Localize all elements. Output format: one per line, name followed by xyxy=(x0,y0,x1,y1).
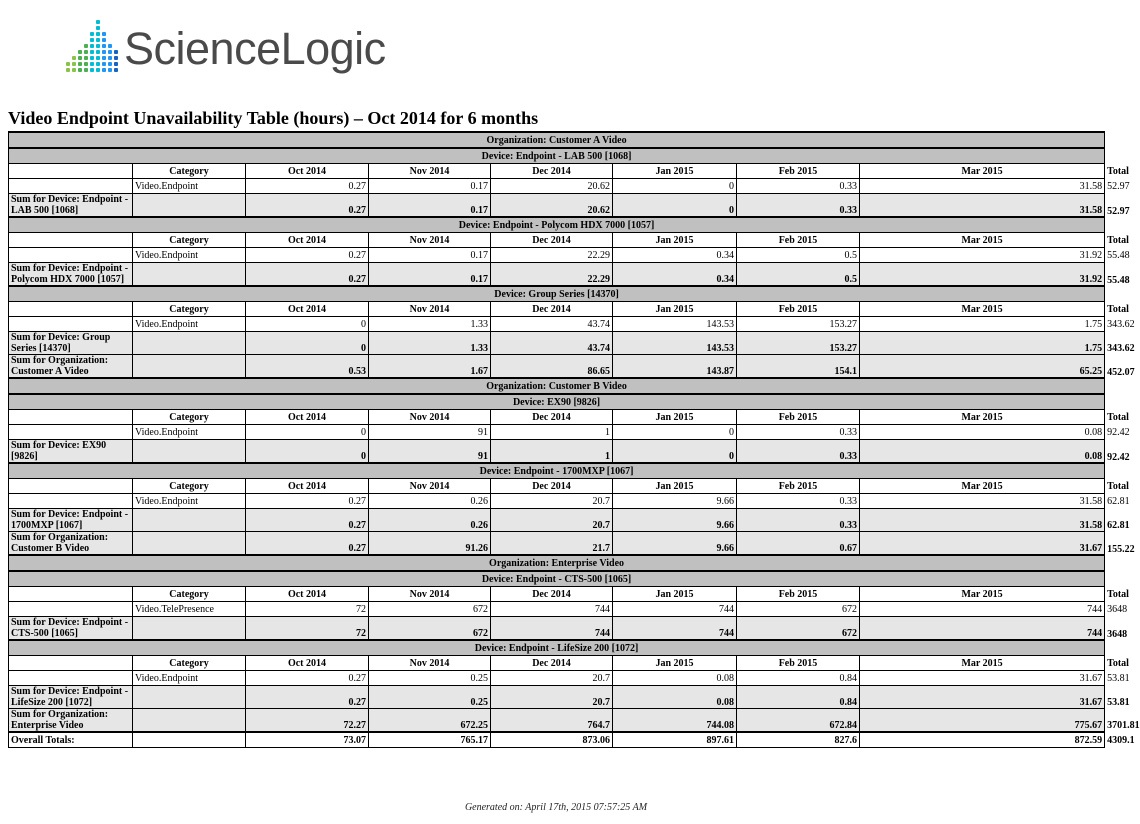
column-header: Jan 2015 xyxy=(613,233,737,248)
sciencelogic-logo xyxy=(66,16,386,82)
column-header: Category xyxy=(133,233,246,248)
column-header: Mar 2015 xyxy=(860,656,1105,671)
column-header: Feb 2015 xyxy=(737,164,860,179)
sum-value-cell: 0.17 xyxy=(369,194,491,218)
organization-sum-row: Sum for Organization: Customer A Video 0.53 1.67 86.65 143.87 154.1 65.25 452.07 xyxy=(9,355,1105,379)
device-header xyxy=(9,571,1105,587)
column-header-row: Category Oct 2014 Nov 2014 Dec 2014 Jan 2015 Feb 2015 Mar 2015 Total xyxy=(9,587,1105,602)
device-label: Device: Endpoint - Polycom HDX 7000 [1057] xyxy=(9,217,1105,233)
value-cell: 0.17 xyxy=(369,179,491,194)
value-cell: 43.74 xyxy=(491,317,613,332)
column-header: Jan 2015 xyxy=(613,479,737,494)
sum-value-cell: 672.25 xyxy=(369,709,491,733)
overall-value-cell: 827.6 xyxy=(737,732,860,748)
column-header: Dec 2014 xyxy=(491,233,613,248)
column-header-row: Category Oct 2014 Nov 2014 Dec 2014 Jan 2015 Feb 2015 Mar 2015 Total xyxy=(9,410,1105,425)
column-header: Oct 2014 xyxy=(246,233,369,248)
column-header: Jan 2015 xyxy=(613,587,737,602)
organization-sum-label: Sum for Organization: Customer B Video xyxy=(9,532,133,556)
column-header-row: Category Oct 2014 Nov 2014 Dec 2014 Jan 2015 Feb 2015 Mar 2015 Total xyxy=(9,164,1105,179)
logo-bar xyxy=(102,32,106,72)
sum-value-cell: 0.33 xyxy=(737,509,860,532)
sum-value-cell: 91 xyxy=(369,440,491,464)
organization-sum-label: Sum for Organization: Enterprise Video xyxy=(9,709,133,733)
sum-value-cell: 0 xyxy=(246,440,369,464)
sum-value-cell: 0.27 xyxy=(246,686,369,709)
sum-value-cell: 0.33 xyxy=(737,194,860,218)
sum-value-cell: 0.26 xyxy=(369,509,491,532)
value-cell: 0 xyxy=(246,317,369,332)
column-header: Nov 2014 xyxy=(369,233,491,248)
logo-bar xyxy=(72,56,76,72)
sum-value-cell: 143.87 xyxy=(613,355,737,379)
sum-value-cell: 31.67 xyxy=(860,686,1105,709)
value-cell: 0 xyxy=(246,425,369,440)
sum-value-cell: 91.26 xyxy=(369,532,491,556)
device-header xyxy=(9,217,1105,233)
row-blank xyxy=(9,317,133,332)
sum-value-cell: 672.84 xyxy=(737,709,860,733)
overall-value-cell: 897.61 xyxy=(613,732,737,748)
device-label: Device: Endpoint - LifeSize 200 [1072] xyxy=(9,640,1105,656)
column-header: Oct 2014 xyxy=(246,164,369,179)
sum-value-cell: 0.33 xyxy=(737,440,860,464)
value-cell: 1.33 xyxy=(369,317,491,332)
column-header-row: Category Oct 2014 Nov 2014 Dec 2014 Jan 2015 Feb 2015 Mar 2015 Total xyxy=(9,656,1105,671)
column-header: Category xyxy=(133,302,246,317)
value-cell: 22.29 xyxy=(491,248,613,263)
value-cell: 0.33 xyxy=(737,425,860,440)
sum-blank xyxy=(133,532,246,556)
sum-value-cell: 744 xyxy=(860,617,1105,641)
value-cell: 0 xyxy=(613,179,737,194)
value-cell: 0.27 xyxy=(246,248,369,263)
column-header: Category xyxy=(133,587,246,602)
sum-value-cell: 1 xyxy=(491,440,613,464)
value-cell: 72 xyxy=(246,602,369,617)
table-row: Video.TelePresence 72 672 744 744 672 744 3648 xyxy=(9,602,1105,617)
device-sum-row: Sum for Device: Group Series [14370] 0 1.33 43.74 143.53 153.27 1.75 343.62 xyxy=(9,332,1105,355)
value-cell: 1.75 xyxy=(860,317,1105,332)
value-cell: 744 xyxy=(613,602,737,617)
value-cell: 744 xyxy=(860,602,1105,617)
category-cell: Video.Endpoint xyxy=(133,494,246,509)
device-sum-row: Sum for Device: Endpoint - LifeSize 200 [1072] 0.27 0.25 20.7 0.08 0.84 31.67 53.81 xyxy=(9,686,1105,709)
sum-value-cell: 72.27 xyxy=(246,709,369,733)
sum-value-cell: 143.53 xyxy=(613,332,737,355)
device-sum-label: Sum for Device: Endpoint - LifeSize 200 [1072] xyxy=(9,686,133,709)
column-header: Nov 2014 xyxy=(369,302,491,317)
column-header: Nov 2014 xyxy=(369,164,491,179)
row-blank xyxy=(9,671,133,686)
column-header: Jan 2015 xyxy=(613,410,737,425)
device-header xyxy=(9,148,1105,164)
value-cell: 31.92 xyxy=(860,248,1105,263)
header-blank xyxy=(9,656,133,671)
value-cell: 31.67 xyxy=(860,671,1105,686)
overall-totals-label: Overall Totals: xyxy=(9,732,133,748)
column-header: Category xyxy=(133,479,246,494)
column-header: Jan 2015 xyxy=(613,656,737,671)
table-row: Video.Endpoint 0 1.33 43.74 143.53 153.27 1.75 343.62 xyxy=(9,317,1105,332)
generated-timestamp: Generated on: April 17th, 2015 07:57:25 AM xyxy=(464,802,648,813)
logo-bar xyxy=(96,20,100,72)
sum-blank xyxy=(133,686,246,709)
sum-value-cell: 0 xyxy=(246,332,369,355)
column-header: Dec 2014 xyxy=(491,164,613,179)
column-header: Feb 2015 xyxy=(737,587,860,602)
column-header: Nov 2014 xyxy=(369,479,491,494)
value-cell: 0.33 xyxy=(737,179,860,194)
value-cell: 0.27 xyxy=(246,494,369,509)
device-label: Device: Endpoint - CTS-500 [1065] xyxy=(9,571,1105,587)
column-header: Mar 2015 xyxy=(860,164,1105,179)
column-header-row: Category Oct 2014 Nov 2014 Dec 2014 Jan 2015 Feb 2015 Mar 2015 Total xyxy=(9,302,1105,317)
sum-value-cell: 1.75 xyxy=(860,332,1105,355)
device-sum-label: Sum for Device: Group Series [14370] xyxy=(9,332,133,355)
column-header: Feb 2015 xyxy=(737,656,860,671)
sum-value-cell: 0.17 xyxy=(369,263,491,287)
sum-value-cell: 0.5 xyxy=(737,263,860,287)
sum-value-cell: 672 xyxy=(737,617,860,641)
device-label: Device: Endpoint - 1700MXP [1067] xyxy=(9,463,1105,479)
column-header: Category xyxy=(133,164,246,179)
logo-mark-icon xyxy=(66,20,118,78)
sum-value-cell: 0.53 xyxy=(246,355,369,379)
sum-value-cell: 9.66 xyxy=(613,509,737,532)
column-header: Dec 2014 xyxy=(491,479,613,494)
column-header: Nov 2014 xyxy=(369,656,491,671)
sum-value-cell: 0.67 xyxy=(737,532,860,556)
column-header: Nov 2014 xyxy=(369,587,491,602)
value-cell: 0.84 xyxy=(737,671,860,686)
value-cell: 31.58 xyxy=(860,494,1105,509)
column-header: Oct 2014 xyxy=(246,587,369,602)
table-row: Video.Endpoint 0.27 0.26 20.7 9.66 0.33 31.58 62.81 xyxy=(9,494,1105,509)
category-cell: Video.Endpoint xyxy=(133,425,246,440)
header-blank xyxy=(9,233,133,248)
sum-value-cell: 1.67 xyxy=(369,355,491,379)
organization-header xyxy=(9,555,1105,571)
column-header: Mar 2015 xyxy=(860,587,1105,602)
organization-header xyxy=(9,378,1105,394)
overall-value-cell: 872.59 xyxy=(860,732,1105,748)
value-cell: 1 xyxy=(491,425,613,440)
sum-value-cell: 31.58 xyxy=(860,509,1105,532)
table-row: Video.Endpoint 0.27 0.25 20.7 0.08 0.84 31.67 53.81 xyxy=(9,671,1105,686)
device-sum-row: Sum for Device: Endpoint - Polycom HDX 7000 [1057] 0.27 0.17 22.29 0.34 0.5 31.92 55.48 xyxy=(9,263,1105,287)
overall-value-cell: 873.06 xyxy=(491,732,613,748)
sum-blank xyxy=(133,263,246,287)
sum-value-cell: 0.84 xyxy=(737,686,860,709)
sum-value-cell: 20.7 xyxy=(491,686,613,709)
row-blank xyxy=(9,248,133,263)
column-header-row: Category Oct 2014 Nov 2014 Dec 2014 Jan 2015 Feb 2015 Mar 2015 Total xyxy=(9,479,1105,494)
organization-sum-row: Sum for Organization: Enterprise Video 72.27 672.25 764.7 744.08 672.84 775.67 3701.81 xyxy=(9,709,1105,733)
sum-value-cell: 744 xyxy=(491,617,613,641)
sum-value-cell: 0.08 xyxy=(613,686,737,709)
column-header: Oct 2014 xyxy=(246,656,369,671)
device-sum-label: Sum for Device: Endpoint - Polycom HDX 7000 [1057] xyxy=(9,263,133,287)
device-header xyxy=(9,286,1105,302)
value-cell: 0.25 xyxy=(369,671,491,686)
value-cell: 9.66 xyxy=(613,494,737,509)
organization-header xyxy=(9,132,1105,148)
sum-value-cell: 0.08 xyxy=(860,440,1105,464)
row-blank xyxy=(9,179,133,194)
category-cell: Video.TelePresence xyxy=(133,602,246,617)
logo-bar xyxy=(66,62,70,72)
value-cell: 0.17 xyxy=(369,248,491,263)
logo-bar xyxy=(78,50,82,72)
column-header: Category xyxy=(133,410,246,425)
sum-blank xyxy=(133,355,246,379)
column-header: Jan 2015 xyxy=(613,164,737,179)
value-cell: 20.7 xyxy=(491,494,613,509)
sum-value-cell: 65.25 xyxy=(860,355,1105,379)
organization-sum-label: Sum for Organization: Customer A Video xyxy=(9,355,133,379)
sum-value-cell: 86.65 xyxy=(491,355,613,379)
device-sum-label: Sum for Device: Endpoint - CTS-500 [1065] xyxy=(9,617,133,641)
device-label: Device: Group Series [14370] xyxy=(9,286,1105,302)
sum-blank xyxy=(133,194,246,218)
row-blank xyxy=(9,425,133,440)
column-header: Oct 2014 xyxy=(246,302,369,317)
column-header: Mar 2015 xyxy=(860,233,1105,248)
header-blank xyxy=(9,410,133,425)
column-header: Feb 2015 xyxy=(737,233,860,248)
value-cell: 672 xyxy=(369,602,491,617)
column-header: Dec 2014 xyxy=(491,656,613,671)
organization-label: Organization: Customer B Video xyxy=(9,378,1105,394)
sum-value-cell: 43.74 xyxy=(491,332,613,355)
unavailability-table xyxy=(8,131,1140,748)
row-blank xyxy=(9,494,133,509)
header-blank xyxy=(9,164,133,179)
overall-value-cell: 73.07 xyxy=(246,732,369,748)
column-header-row: Category Oct 2014 Nov 2014 Dec 2014 Jan 2015 Feb 2015 Mar 2015 Total xyxy=(9,233,1105,248)
device-sum-row: Sum for Device: EX90 [9826] 0 91 1 0 0.33 0.08 92.42 xyxy=(9,440,1105,464)
organization-sum-row: Sum for Organization: Customer B Video 0.27 91.26 21.7 9.66 0.67 31.67 155.22 xyxy=(9,532,1105,556)
sum-value-cell: 22.29 xyxy=(491,263,613,287)
sum-value-cell: 0.27 xyxy=(246,263,369,287)
sum-value-cell: 0 xyxy=(613,440,737,464)
logo-bar xyxy=(114,50,118,72)
header-blank xyxy=(9,479,133,494)
column-header: Category xyxy=(133,656,246,671)
category-cell: Video.Endpoint xyxy=(133,671,246,686)
value-cell: 0 xyxy=(613,425,737,440)
value-cell: 0.08 xyxy=(860,425,1105,440)
table-row: Video.Endpoint 0.27 0.17 20.62 0 0.33 31.58 52.97 xyxy=(9,179,1105,194)
column-header: Mar 2015 xyxy=(860,479,1105,494)
sum-value-cell: 20.7 xyxy=(491,509,613,532)
sum-value-cell: 153.27 xyxy=(737,332,860,355)
table-row: Video.Endpoint 0 91 1 0 0.33 0.08 92.42 xyxy=(9,425,1105,440)
column-header: Dec 2014 xyxy=(491,302,613,317)
column-header: Nov 2014 xyxy=(369,410,491,425)
value-cell: 0.33 xyxy=(737,494,860,509)
value-cell: 744 xyxy=(491,602,613,617)
device-label: Device: EX90 [9826] xyxy=(9,394,1105,410)
sum-value-cell: 0.27 xyxy=(246,509,369,532)
value-cell: 0.08 xyxy=(613,671,737,686)
column-header: Feb 2015 xyxy=(737,302,860,317)
category-cell: Video.Endpoint xyxy=(133,248,246,263)
column-header: Oct 2014 xyxy=(246,410,369,425)
sum-blank xyxy=(133,617,246,641)
device-sum-row: Sum for Device: Endpoint - 1700MXP [1067] 0.27 0.26 20.7 9.66 0.33 31.58 62.81 xyxy=(9,509,1105,532)
sum-value-cell: 0.27 xyxy=(246,194,369,218)
column-header: Dec 2014 xyxy=(491,410,613,425)
sum-value-cell: 31.58 xyxy=(860,194,1105,218)
row-blank xyxy=(9,602,133,617)
logo-bar xyxy=(108,44,112,72)
device-header xyxy=(9,394,1105,410)
value-cell: 0.5 xyxy=(737,248,860,263)
table-row: Video.Endpoint 0.27 0.17 22.29 0.34 0.5 31.92 55.48 xyxy=(9,248,1105,263)
header-blank xyxy=(9,302,133,317)
sum-value-cell: 20.62 xyxy=(491,194,613,218)
sum-value-cell: 0.25 xyxy=(369,686,491,709)
column-header: Mar 2015 xyxy=(860,410,1105,425)
category-cell: Video.Endpoint xyxy=(133,179,246,194)
overall-totals-row: Overall Totals: 73.07 765.17 873.06 897.61 827.6 872.59 4309.1 xyxy=(9,732,1105,748)
value-cell: 91 xyxy=(369,425,491,440)
device-sum-row: Sum for Device: Endpoint - CTS-500 [1065] 72 672 744 744 672 744 3648 xyxy=(9,617,1105,641)
sum-value-cell: 31.67 xyxy=(860,532,1105,556)
sum-blank xyxy=(133,709,246,733)
organization-label: Organization: Enterprise Video xyxy=(9,555,1105,571)
value-cell: 143.53 xyxy=(613,317,737,332)
device-sum-row: Sum for Device: Endpoint - LAB 500 [1068] 0.27 0.17 20.62 0 0.33 31.58 52.97 xyxy=(9,194,1105,218)
sum-value-cell: 744.08 xyxy=(613,709,737,733)
device-sum-label: Sum for Device: Endpoint - LAB 500 [1068] xyxy=(9,194,133,218)
sum-blank xyxy=(133,509,246,532)
sum-value-cell: 775.67 xyxy=(860,709,1105,733)
logo-bar xyxy=(84,44,88,72)
organization-label: Organization: Customer A Video xyxy=(9,132,1105,148)
device-header xyxy=(9,463,1105,479)
sum-value-cell: 21.7 xyxy=(491,532,613,556)
sum-value-cell: 72 xyxy=(246,617,369,641)
value-cell: 0.27 xyxy=(246,179,369,194)
sum-blank xyxy=(133,440,246,464)
total-blank xyxy=(133,732,246,748)
value-cell: 31.58 xyxy=(860,179,1105,194)
sum-value-cell: 0.34 xyxy=(613,263,737,287)
header-blank xyxy=(9,587,133,602)
report-title: Video Endpoint Unavailability Table (hours) – Oct 2014 for 6 months xyxy=(8,108,539,128)
logo-text: ScienceLogic xyxy=(124,23,386,74)
value-cell: 0.26 xyxy=(369,494,491,509)
column-header: Feb 2015 xyxy=(737,479,860,494)
column-header: Dec 2014 xyxy=(491,587,613,602)
device-sum-label: Sum for Device: Endpoint - 1700MXP [1067] xyxy=(9,509,133,532)
device-sum-label: Sum for Device: EX90 [9826] xyxy=(9,440,133,464)
column-header: Oct 2014 xyxy=(246,479,369,494)
sum-value-cell: 764.7 xyxy=(491,709,613,733)
sum-value-cell: 31.92 xyxy=(860,263,1105,287)
overall-value-cell: 765.17 xyxy=(369,732,491,748)
sum-value-cell: 9.66 xyxy=(613,532,737,556)
value-cell: 20.62 xyxy=(491,179,613,194)
sum-value-cell: 1.33 xyxy=(369,332,491,355)
column-header: Jan 2015 xyxy=(613,302,737,317)
device-label: Device: Endpoint - LAB 500 [1068] xyxy=(9,148,1105,164)
logo-bar xyxy=(90,32,94,72)
sum-value-cell: 0 xyxy=(613,194,737,218)
value-cell: 0.34 xyxy=(613,248,737,263)
column-header: Feb 2015 xyxy=(737,410,860,425)
value-cell: 20.7 xyxy=(491,671,613,686)
sum-value-cell: 672 xyxy=(369,617,491,641)
value-cell: 153.27 xyxy=(737,317,860,332)
column-header: Mar 2015 xyxy=(860,302,1105,317)
sum-blank xyxy=(133,332,246,355)
category-cell: Video.Endpoint xyxy=(133,317,246,332)
device-header xyxy=(9,640,1105,656)
sum-value-cell: 154.1 xyxy=(737,355,860,379)
value-cell: 0.27 xyxy=(246,671,369,686)
sum-value-cell: 744 xyxy=(613,617,737,641)
sum-value-cell: 0.27 xyxy=(246,532,369,556)
value-cell: 672 xyxy=(737,602,860,617)
